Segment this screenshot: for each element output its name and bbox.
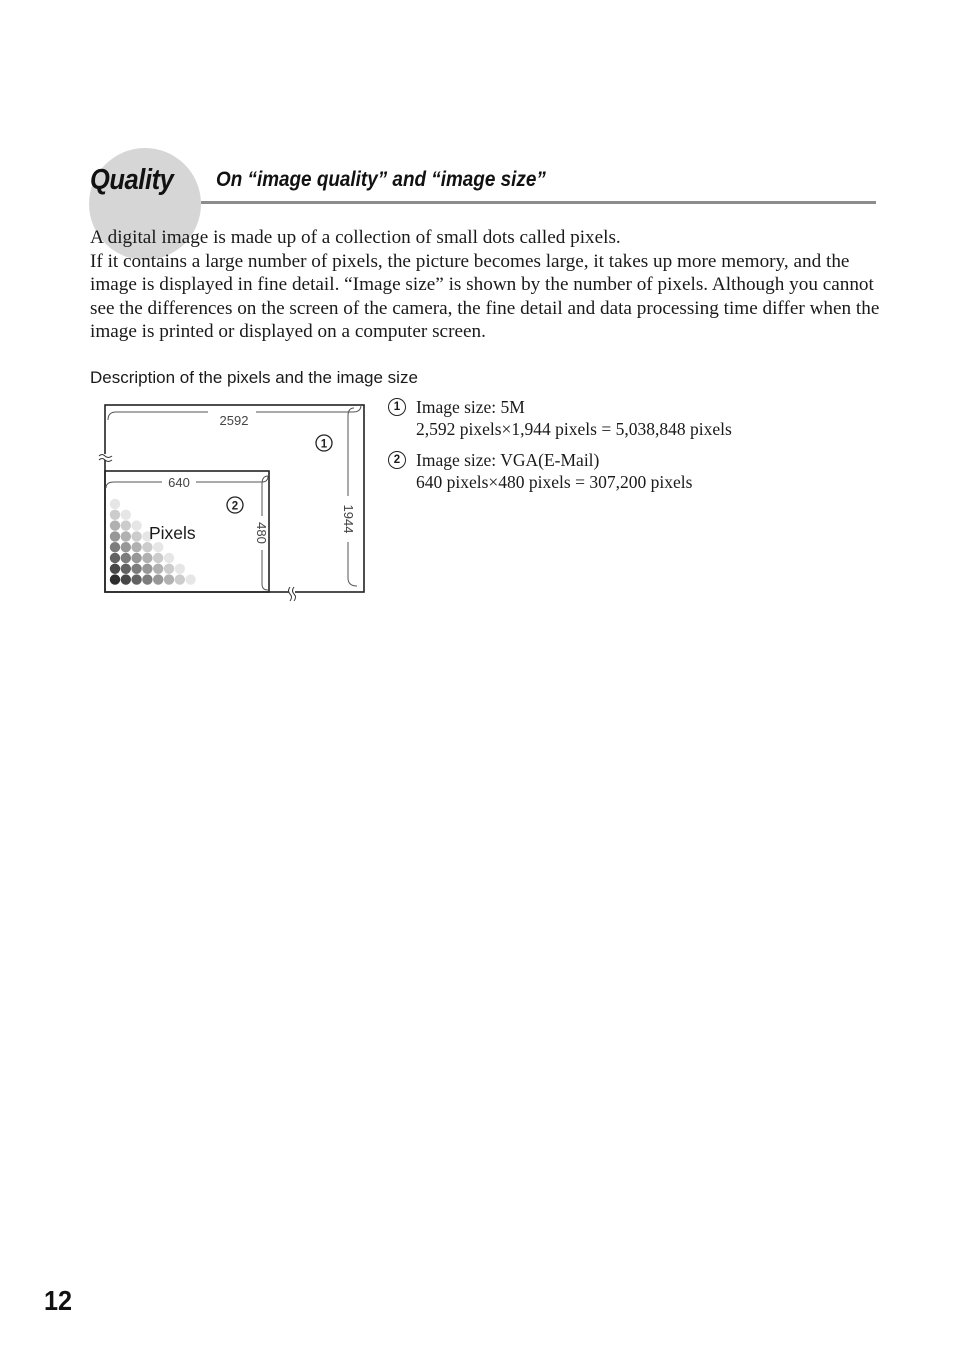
pixel-dot xyxy=(131,553,141,563)
pixel-dot xyxy=(110,499,120,509)
break-mark-left xyxy=(99,454,113,462)
legend-marker-1: 1 xyxy=(388,398,406,416)
pixel-dot xyxy=(110,520,120,530)
marker-1-number: 1 xyxy=(320,438,328,451)
paragraph-2: If it contains a large number of pixels, the picture becomes large, it takes up more memory, and the image is displayed in fine detail. “Image size” is shown by the number of pixels. Although you cannot see the differences on the screen of the camera, the fine detail and data processing time differ when the image is printed or displayed on a computer screen. xyxy=(90,250,880,343)
dimension-height-5m xyxy=(348,408,357,586)
pixel-dot xyxy=(164,553,174,563)
pixel-dot xyxy=(142,574,152,584)
legend-item-2 xyxy=(388,449,732,493)
pixel-dot xyxy=(153,553,163,563)
pixel-dot xyxy=(185,574,195,584)
pixel-size-diagram xyxy=(96,398,376,604)
pixel-dot xyxy=(142,553,152,563)
legend-marker-2: 2 xyxy=(388,451,406,469)
section-subtitle: On “image quality” and “image size” xyxy=(216,168,546,191)
figure-legend xyxy=(388,396,732,502)
pixel-dot xyxy=(110,531,120,541)
pixel-dot xyxy=(110,564,120,574)
label-width-5m: 2592 xyxy=(219,413,249,428)
marker-2 xyxy=(227,497,243,513)
pixel-dot xyxy=(131,564,141,574)
pixel-dot xyxy=(153,542,163,552)
legend-1-line-1: Image size: 5M xyxy=(416,397,525,417)
pixel-dot xyxy=(110,510,120,520)
pixel-dot xyxy=(142,542,152,552)
pixel-dot xyxy=(121,510,131,520)
pixel-dot xyxy=(121,574,131,584)
header-rule xyxy=(201,201,876,204)
pixel-dot xyxy=(131,520,141,530)
body-text xyxy=(90,226,880,344)
paragraph-1: A digital image is made up of a collection of small dots called pixels. xyxy=(90,227,621,248)
pixel-dot xyxy=(164,564,174,574)
legend-item-1 xyxy=(388,396,732,440)
pixel-dot xyxy=(153,574,163,584)
label-width-vga: 640 xyxy=(168,475,190,490)
pixel-dot xyxy=(131,531,141,541)
section-title: Quality xyxy=(90,164,174,196)
marker-2-number: 2 xyxy=(231,500,239,513)
pixel-dot xyxy=(131,542,141,552)
label-height-5m: 1944 xyxy=(341,504,356,534)
pixel-dot xyxy=(131,574,141,584)
page-number: 12 xyxy=(44,1285,73,1316)
figure-caption: Description of the pixels and the image size xyxy=(90,368,418,387)
pixel-dot xyxy=(110,574,120,584)
pixel-dot xyxy=(164,574,174,584)
break-mark-bottom xyxy=(289,586,296,602)
pixel-dot xyxy=(175,574,185,584)
section-header xyxy=(0,0,954,215)
legend-2-line-2: 640 pixels×480 pixels = 307,200 pixels xyxy=(416,472,693,492)
label-height-vga: 480 xyxy=(254,522,269,544)
label-pixels: Pixels xyxy=(149,523,196,543)
pixel-dot xyxy=(110,542,120,552)
pixel-dot xyxy=(121,520,131,530)
pixel-dot xyxy=(121,564,131,574)
pixel-dot xyxy=(110,553,120,563)
pixel-dot xyxy=(142,564,152,574)
legend-2-line-1: Image size: VGA(E-Mail) xyxy=(416,450,600,470)
pixel-dot xyxy=(175,564,185,574)
pixel-dot xyxy=(121,531,131,541)
pixel-dot xyxy=(121,542,131,552)
marker-1 xyxy=(316,435,332,451)
legend-1-line-2: 2,592 pixels×1,944 pixels = 5,038,848 pixels xyxy=(416,419,732,439)
pixel-dot xyxy=(121,553,131,563)
pixel-dot xyxy=(153,564,163,574)
